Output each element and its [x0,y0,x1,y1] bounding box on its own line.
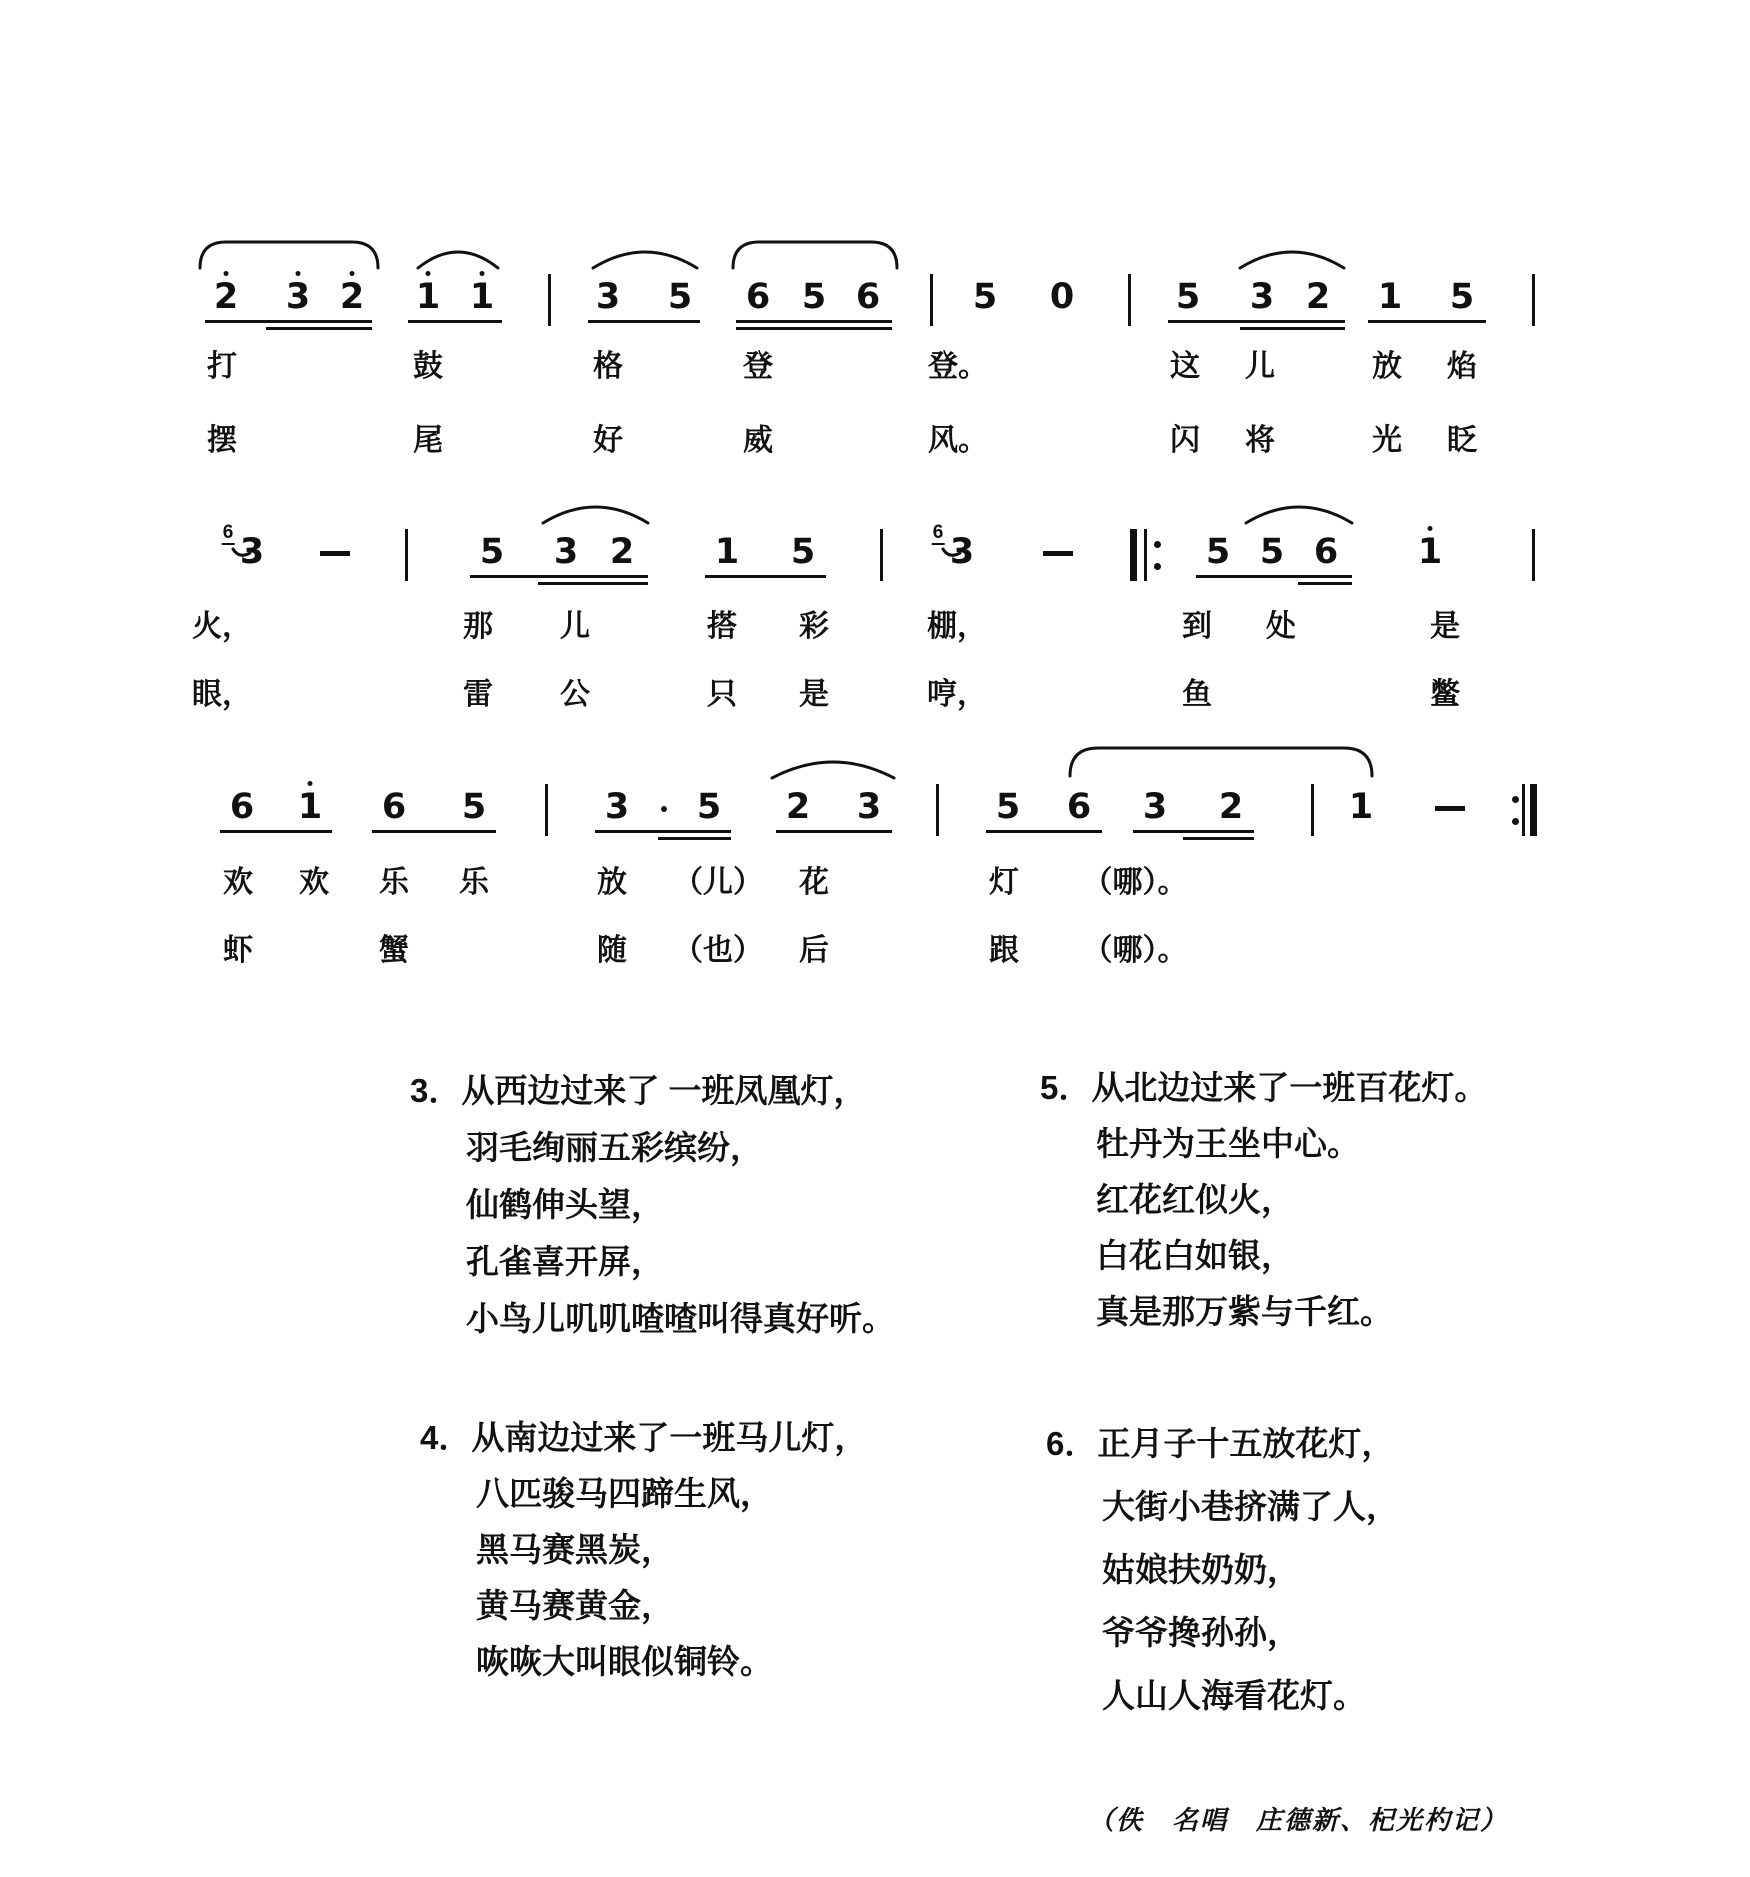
lyric-syllable: 格 [593,350,623,383]
lyric-syllable: 棚， [927,610,987,643]
verse-line: 仙鹤伸头望， [466,1186,664,1223]
lyric-syllable: 焰 [1447,350,1477,383]
repeat-end-barline [1530,784,1537,836]
jianpu-note: 3 [1249,277,1275,317]
lyric-syllable: （儿） [673,866,763,899]
jianpu-note: 0 [1049,277,1075,317]
grace-note: 6 [932,522,944,543]
lyric-syllable: 蟹 [379,934,409,967]
jianpu-note: 5 [667,277,693,317]
jianpu-note: 1 [1377,277,1403,317]
verse-line: 黄马赛黄金， [476,1587,674,1624]
lyric-syllable: 欢 [223,866,253,899]
octave-dot [426,271,431,276]
lyric-syllable: 光 [1372,424,1402,457]
lyric-syllable: 闪 [1170,424,1200,457]
beam-line-2 [1298,582,1352,585]
jianpu-note: 2 [339,277,365,317]
beam-line [220,830,332,833]
jianpu-note: 6 [229,787,255,827]
lyric-syllable: 灯 [989,866,1019,899]
duration-dash [320,551,350,556]
jianpu-note: 1 [1417,532,1443,572]
lyric-syllable: 儿 [1245,350,1275,383]
barline [545,784,548,836]
lyric-syllable: 那 [463,610,493,643]
jianpu-note: 5 [790,532,816,572]
barline [405,529,408,581]
barline [1532,274,1535,326]
lyric-syllable: 乐 [379,866,409,899]
lyric-syllable: 眼， [192,678,252,711]
jianpu-note: 2 [1305,277,1331,317]
verse-4 [420,1410,867,1690]
lyric-syllable: 鳖 [1430,678,1460,711]
jianpu-note: 3 [856,787,882,827]
beam-line [986,830,1102,833]
lyric-syllable: 摆 [207,424,237,457]
verse-line: 羽毛绚丽五彩缤纷， [466,1129,763,1166]
duration-dash [1435,806,1465,811]
jianpu-note: 5 [696,787,722,827]
jianpu-note: 3 [949,532,975,572]
verse-line: 姑娘扶奶奶， [1102,1551,1300,1588]
beam-line [705,575,826,578]
slur-arc [733,242,897,268]
verse-line: 孔雀喜开屏， [466,1243,664,1280]
slur-arc [772,762,894,778]
tie-arc [1070,748,1372,776]
beam-line [408,320,502,323]
verse-line: 红花红似火， [1096,1181,1294,1218]
jianpu-note: 3 [239,532,265,572]
lyric-syllable: 鼓 [413,350,443,383]
lyric-syllable: （哪）。 [1082,934,1188,967]
augmentation-dot [661,806,667,812]
lyric-syllable: （哪）。 [1082,866,1188,899]
verse-line: 白花白如银， [1096,1237,1294,1274]
repeat-dot [1512,818,1519,825]
barline [1532,529,1535,581]
verse-line: 5．从北边过来了一班百花灯。 [1040,1069,1488,1106]
repeat-begin-barline [1130,529,1137,581]
beam-line-2 [266,327,372,330]
lyric-syllable: 风。 [928,424,988,457]
barline [930,274,933,326]
jianpu-note: 5 [801,277,827,317]
barline [548,274,551,326]
verse-line: 6．正月子十五放花灯， [1046,1425,1395,1462]
lyric-syllable: （也） [673,934,763,967]
jianpu-note: 2 [785,787,811,827]
beam-line-2 [736,327,892,330]
jianpu-note: 6 [1066,787,1092,827]
jianpu-note: 3 [285,277,311,317]
octave-dot [350,271,355,276]
jianpu-note: 1 [415,277,441,317]
jianpu-note: 6 [1313,532,1339,572]
jianpu-note: 3 [1142,787,1168,827]
octave-dot [224,271,229,276]
repeat-dot [1154,563,1161,570]
jianpu-note: 6 [381,787,407,827]
lyric-syllable: 哼， [927,678,987,711]
lyric-syllable: 雷 [463,678,493,711]
lyric-syllable: 只 [707,678,737,711]
lyric-syllable: 这 [1170,350,1200,383]
octave-dot [308,781,313,786]
lyric-syllable: 尾 [413,424,443,457]
jianpu-note: 2 [1218,787,1244,827]
beam-line [776,830,892,833]
beam-line-2 [1183,837,1254,840]
duration-dash [1043,551,1073,556]
jianpu-note: 5 [1449,277,1475,317]
slur-arc [200,242,378,268]
lyric-syllable: 火， [192,610,252,643]
lyric-syllable: 威 [743,424,773,457]
lyric-syllable: 虾 [223,934,253,967]
beam-line [1168,320,1345,323]
barline [1311,784,1314,836]
jianpu-note: 5 [972,277,998,317]
lyric-syllable: 好 [593,424,623,457]
verse-line: 八匹骏马四蹄生风， [476,1475,773,1512]
slur-arc [593,252,697,268]
jianpu-note: 1 [297,787,323,827]
jianpu-note: 5 [479,532,505,572]
jianpu-note: 2 [609,532,635,572]
lyric-syllable: 是 [799,678,829,711]
verse-line: 牡丹为王坐中心。 [1096,1125,1360,1162]
barline [1128,274,1131,326]
octave-dot [296,271,301,276]
lyric-syllable: 儿 [560,610,590,643]
lyric-syllable: 公 [560,678,590,711]
lyric-syllable: 打 [207,350,237,383]
slur-arc [418,252,498,268]
jianpu-note: 5 [1259,532,1285,572]
verse-line: 小鸟儿叽叽喳喳叫得真好听。 [466,1300,895,1337]
lyric-syllable: 花 [799,866,829,899]
beam-line [1133,830,1254,833]
lyric-syllable: 鱼 [1182,678,1212,711]
verse-line: 黑马赛黑炭， [476,1531,674,1568]
lyric-syllable: 欢 [299,866,329,899]
beam-line [372,830,496,833]
octave-dot [480,271,485,276]
beam-line-2 [538,582,648,585]
verse-5 [1040,1060,1487,1340]
verse-3 [410,1062,895,1347]
verse-line: 咴咴大叫眼似铜铃。 [476,1643,773,1680]
slur-arc [1246,507,1352,523]
repeat-end-thin [1522,784,1525,836]
beam-line [205,320,372,323]
jianpu-note: 3 [595,277,621,317]
verse-line: 3．从西边过来了 一班凤凰灯， [410,1072,867,1109]
repeat-dot [1154,541,1161,548]
lyric-syllable: 是 [1430,610,1460,643]
beam-line [595,830,731,833]
jianpu-note: 5 [1175,277,1201,317]
verse-line: 人山人海看花灯。 [1102,1677,1366,1714]
verse-6 [1046,1412,1399,1727]
beam-line [1196,575,1352,578]
attribution: （佚 名唱 庄德新、杞光杓记） [1088,1806,1509,1836]
verse-line: 爷爷搀孙孙， [1102,1614,1300,1651]
lyric-syllable: 登 [743,350,773,383]
slur-arc [543,507,648,523]
lyric-syllable: 彩 [799,610,829,643]
verse-line: 大街小巷挤满了人， [1102,1488,1399,1525]
jianpu-note: 1 [1348,787,1374,827]
barline [936,784,939,836]
lyric-syllable: 将 [1245,424,1275,457]
jianpu-note: 6 [745,277,771,317]
jianpu-note: 5 [1205,532,1231,572]
verse-line: 真是那万紫与千红。 [1096,1293,1393,1330]
beam-line-2 [1240,327,1345,330]
verse-line: 4．从南边过来了一班马儿灯， [420,1419,868,1456]
jianpu-note: 5 [995,787,1021,827]
lyric-syllable: 跟 [989,934,1019,967]
lyric-syllable: 到 [1182,610,1212,643]
jianpu-note: 3 [553,532,579,572]
beam-line [588,320,700,323]
jianpu-note: 2 [213,277,239,317]
jianpu-note: 1 [469,277,495,317]
lyric-syllable: 登。 [928,350,988,383]
grace-note: 6 [222,522,234,543]
octave-dot [1428,526,1433,531]
slur-arc [1240,252,1344,268]
jianpu-note: 5 [461,787,487,827]
beam-line [1368,320,1486,323]
jianpu-note: 3 [604,787,630,827]
lyric-syllable: 放 [1372,350,1402,383]
lyric-syllable: 放 [597,866,627,899]
repeat-begin-thin [1144,529,1147,581]
lyric-syllable: 处 [1266,610,1296,643]
lyric-syllable: 后 [799,934,829,967]
beam-line [470,575,648,578]
beam-line-2 [658,837,731,840]
lyric-syllable: 搭 [707,610,737,643]
lyric-syllable: 乐 [459,866,489,899]
repeat-dot [1512,796,1519,803]
beam-line [736,320,892,323]
jianpu-note: 1 [714,532,740,572]
jianpu-note: 6 [855,277,881,317]
lyric-syllable: 眨 [1447,424,1477,457]
lyric-syllable: 随 [597,934,627,967]
barline [880,529,883,581]
